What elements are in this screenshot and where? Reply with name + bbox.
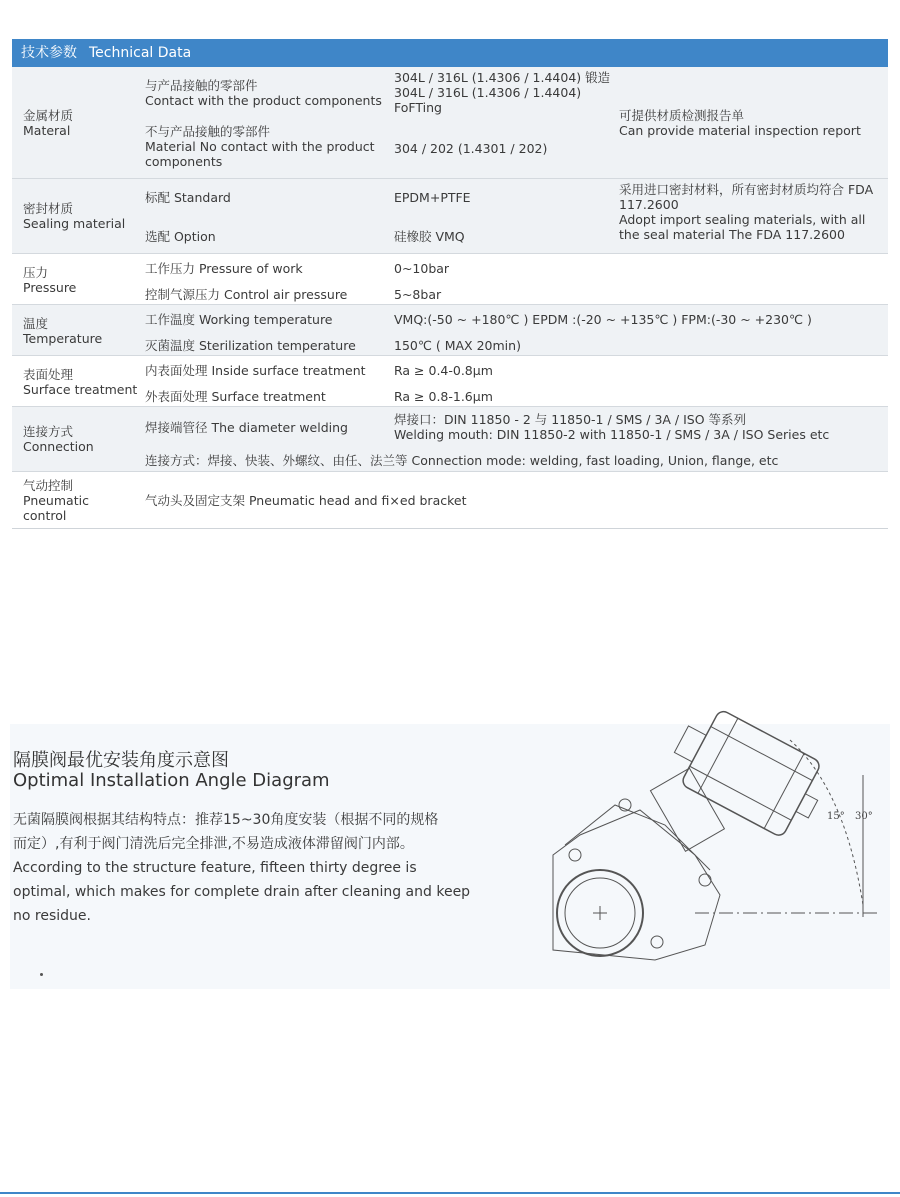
material-contact-label: 与产品接触的零部件 Contact with the product components [145, 78, 382, 108]
surface-outside-value: Ra ≥ 0.8-1.6μm [394, 389, 493, 404]
sealing-option-value: 硅橡胶 VMQ [394, 229, 465, 244]
material-no-contact-label: 不与产品接触的零部件 Material No contact with the product components [145, 124, 375, 169]
table-bottom-rule [12, 528, 888, 529]
material-contact-value: 304L / 316L (1.4306 / 1.4404) 锻造 304L / 316L (1.4306 / 1.4404) FoFTing [394, 70, 611, 115]
section-title-en: Optimal Installation Angle Diagram [13, 770, 330, 791]
technical-data-table [12, 67, 888, 528]
sealing-category: 密封材质 Sealing material [23, 201, 126, 231]
angle-label-30: 30° [855, 811, 873, 822]
header-title-en: Technical Data [89, 45, 192, 61]
header-title-cn: 技术参数 [21, 45, 77, 61]
material-category: 金属材质 Materal [23, 108, 74, 138]
surface-outside-label: 外表面处理 Surface treatment [145, 389, 326, 404]
valve-bonnet [650, 768, 724, 851]
technical-data-header [12, 39, 888, 67]
footer-rule [0, 1192, 900, 1194]
row-pneumatic [12, 472, 888, 528]
pressure-work-value: 0~10bar [394, 261, 450, 276]
temperature-working-value: VMQ:(-50 ~ +180℃ ) EPDM :(-20 ~ +135℃ ) FPM:(-30 ~ +230℃ ) [394, 312, 812, 327]
pressure-work-label: 工作压力 Pressure of work [145, 261, 303, 276]
bolt [699, 874, 711, 886]
row-pressure [12, 254, 888, 305]
print-speck [40, 973, 43, 976]
connection-diameter-label: 焊接端管径 The diameter welding [145, 420, 348, 435]
pressure-category: 压力 Pressure [23, 265, 77, 295]
section-description [13, 808, 471, 928]
bolt [651, 936, 663, 948]
surface-category: 表面处理 Surface treatment [23, 367, 138, 397]
description-en: According to the structure feature, fifteen thirty degree is optimal, which makes for complete drain after cleaning and keep no residue. [13, 860, 471, 924]
temperature-sterilization-value: 150℃ ( MAX 20min) [394, 338, 521, 353]
description-cn-line2: 而定）,有利于阀门清洗后完全排泄,不易造成液体滞留阀门内部。 [13, 836, 414, 852]
temperature-sterilization-label: 灭菌温度 Sterilization temperature [145, 338, 356, 353]
angle-arc [790, 740, 863, 905]
connection-mode-text: 连接方式：焊接、快装、外螺纹、由任、法兰等 Connection mode: welding, fast loading, Union, flange, etc [145, 453, 779, 468]
sealing-note: 采用进口密封材料，所有密封材质均符合 FDA 117.2600 Adopt import sealing materials, with all the seal material The FDA 117.2600 [619, 182, 874, 242]
sealing-option-label: 选配 Option [145, 229, 216, 244]
pressure-air-label: 控制气源压力 Control air pressure [145, 287, 348, 302]
description-cn-line1: 无菌隔膜阀根据其结构特点：推荐15~30角度安装（根据不同的规格 [13, 812, 439, 828]
pressure-air-value: 5~8bar [394, 287, 442, 302]
angle-label-15: 15° [827, 811, 845, 822]
row-connection [12, 407, 888, 472]
temperature-working-label: 工作温度 Working temperature [145, 312, 333, 327]
surface-inside-label: 内表面处理 Inside surface treatment [145, 363, 366, 378]
sealing-standard-label: 标配 Standard [145, 190, 231, 205]
sealing-standard-value: EPDM+PTFE [394, 190, 471, 205]
connection-category: 连接方式 Connection [23, 424, 94, 454]
row-temperature [12, 305, 888, 356]
section-title-cn: 隔膜阀最优安装角度示意图 [13, 750, 229, 771]
actuator-housing [680, 709, 821, 838]
bolt [569, 849, 581, 861]
material-no-contact-value: 304 / 202 (1.4301 / 202) [394, 141, 548, 156]
valve-installation-diagram [545, 695, 890, 980]
air-port [796, 794, 818, 818]
temperature-category: 温度 Temperature [23, 316, 103, 346]
row-surface [12, 356, 888, 407]
surface-inside-value: Ra ≥ 0.4-0.8μm [394, 363, 493, 378]
row-sealing [12, 179, 888, 254]
pneumatic-category: 气动控制 Pneumatic control [23, 478, 89, 523]
pneumatic-head-label: 气动头及固定支架 Pneumatic head and fi×ed bracket [145, 493, 467, 508]
connection-welding-value: 焊接口：DIN 11850 - 2 与 11850-1 / SMS / 3A / ISO 等系列 Welding mouth: DIN 11850-2 with 11850-1 / SMS / 3A / ISO Series etc [394, 412, 830, 442]
material-note: 可提供材质检测报告单 Can provide material inspection report [619, 108, 861, 138]
row-material [12, 67, 888, 179]
